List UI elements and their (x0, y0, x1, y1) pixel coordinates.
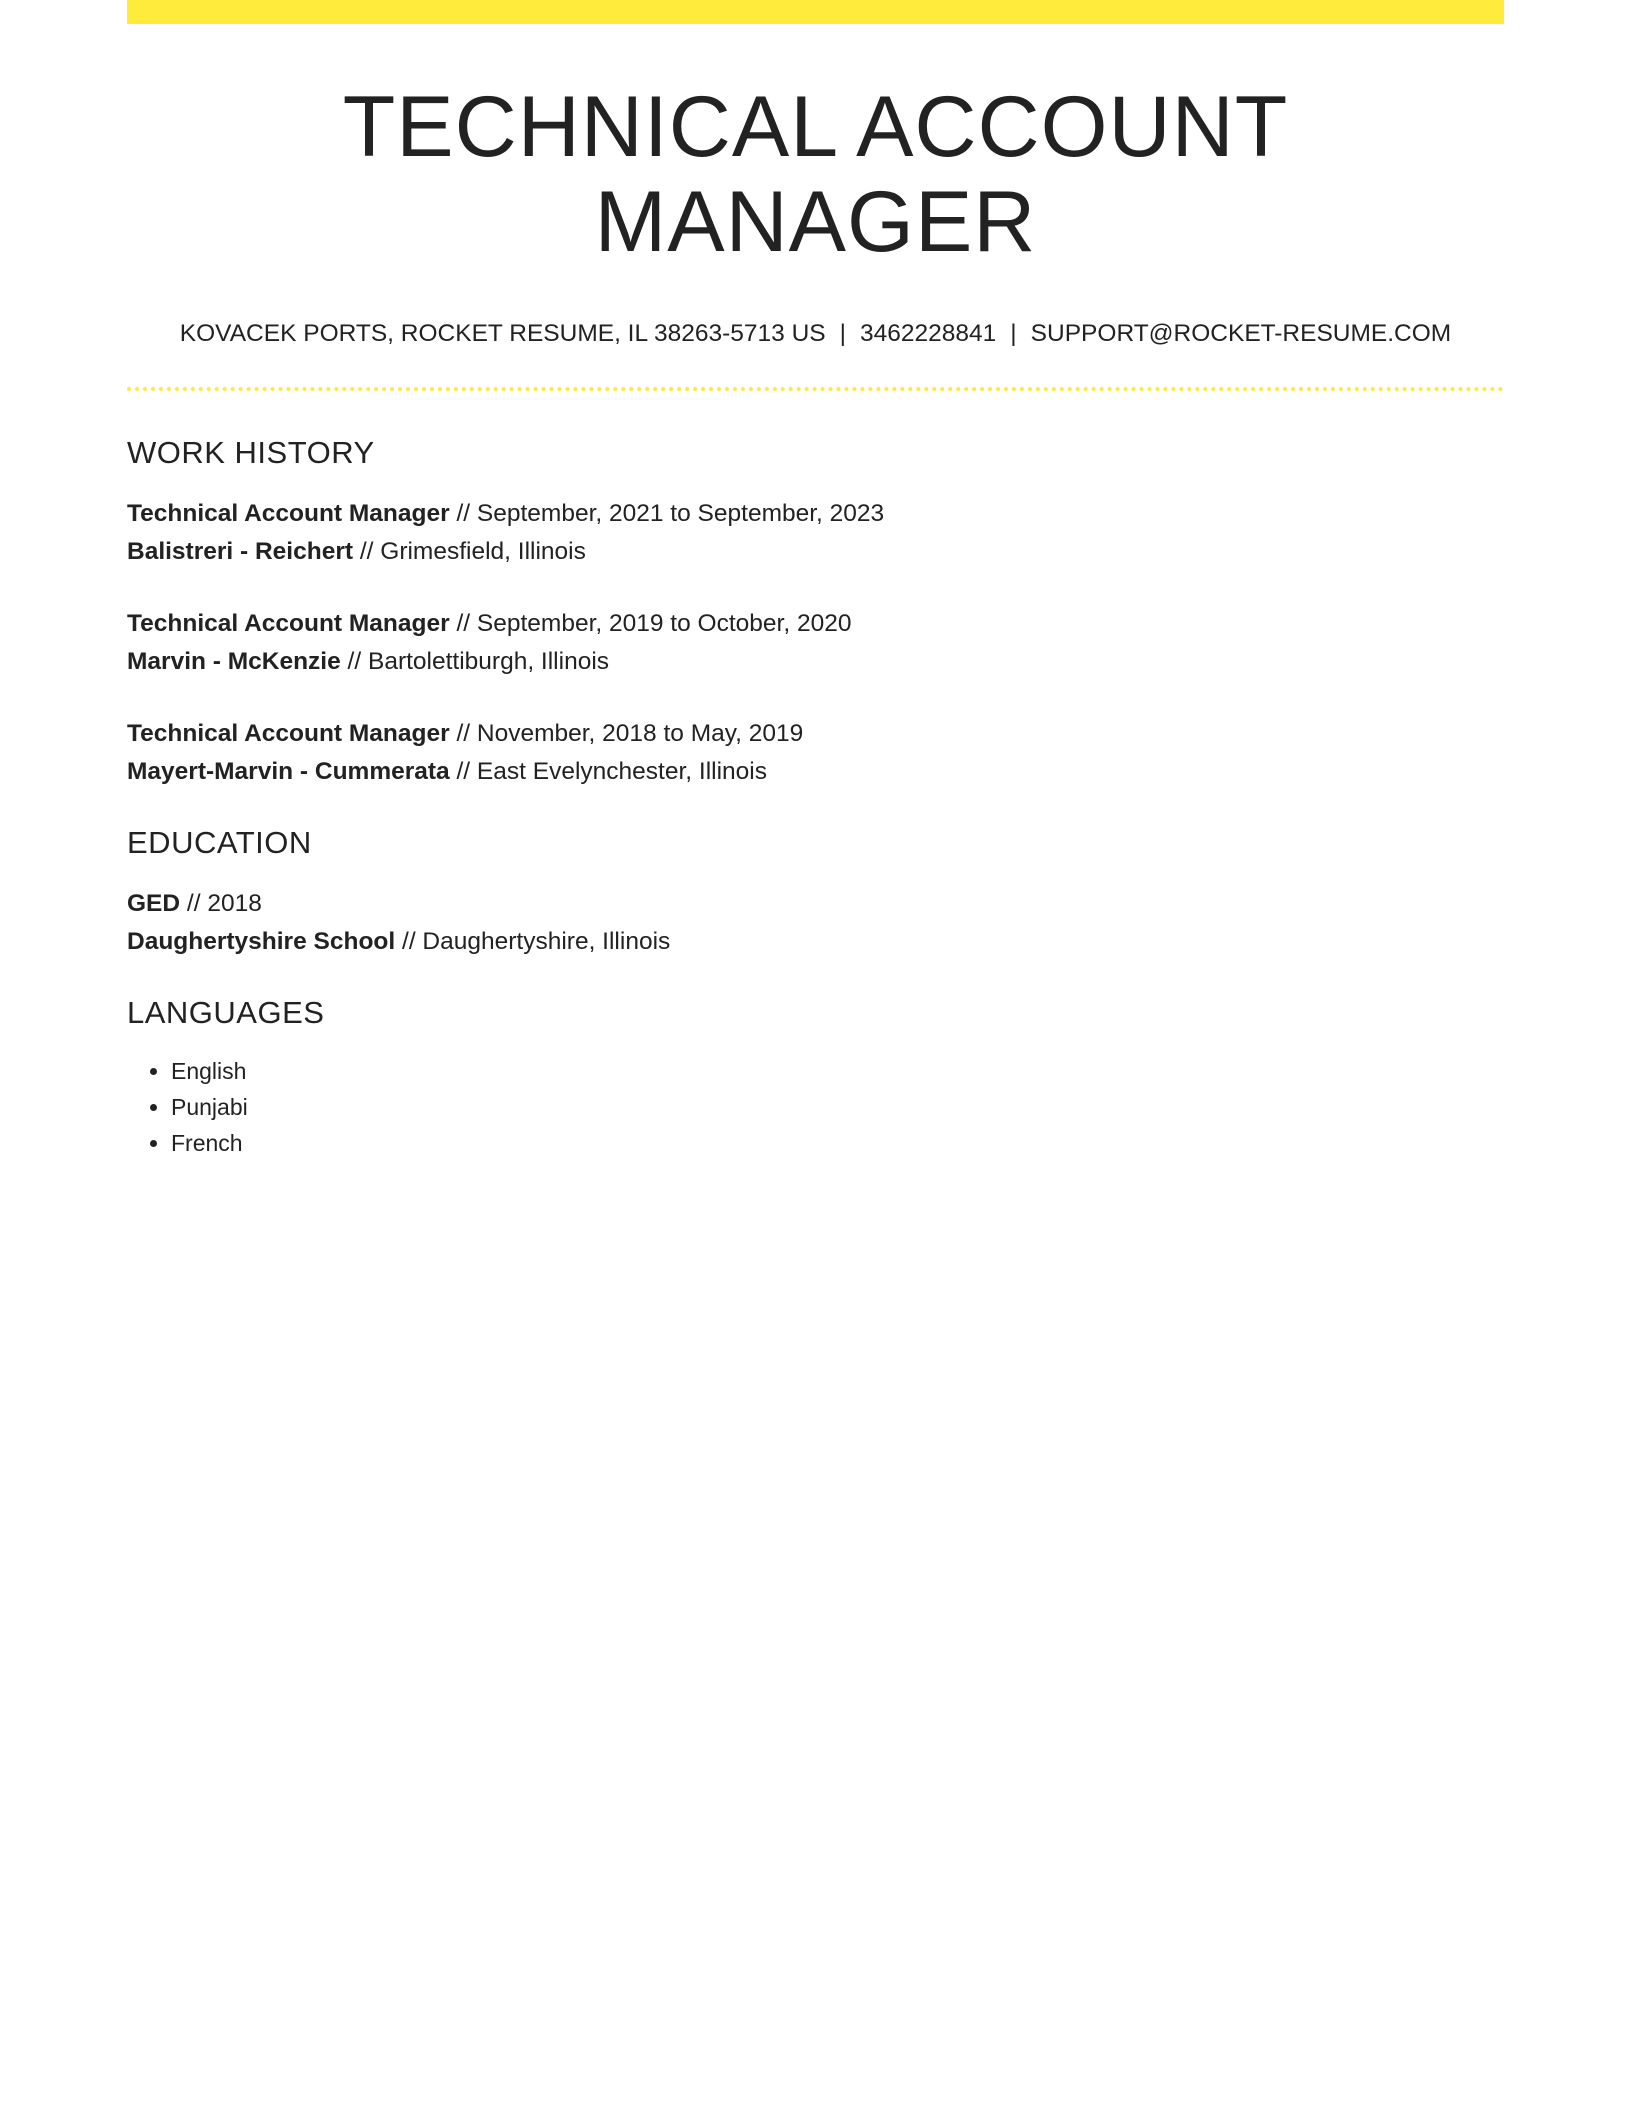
contact-email[interactable]: SUPPORT@ROCKET-RESUME.COM (1030, 320, 1452, 348)
section-title-work-history: WORK HISTORY (127, 434, 375, 470)
job-dates: // September, 2021 to September, 2023 (449, 499, 885, 527)
top-accent-bar (127, 0, 1504, 24)
work-history-list (127, 495, 1504, 791)
contact-phone[interactable]: 3462228841 (860, 320, 997, 348)
job-company: Mayert-Marvin - Cummerata (127, 757, 450, 785)
job-title-line (127, 605, 1504, 643)
job-company-line (127, 753, 1504, 791)
job-title-line (127, 495, 1504, 533)
job-dates: // November, 2018 to May, 2019 (449, 719, 804, 747)
section-title-education: EDUCATION (127, 824, 312, 860)
job-dates: // September, 2019 to October, 2020 (449, 609, 852, 637)
language-item: • French (171, 1125, 1504, 1161)
resume-title: TECHNICAL ACCOUNT MANAGER (342, 79, 1289, 270)
degree-line (127, 885, 1504, 923)
school-line (127, 923, 1504, 961)
school-name: Daughertyshire School (127, 927, 396, 955)
job-entry (127, 495, 1504, 571)
language-item: • Punjabi (171, 1089, 1504, 1125)
job-entry (127, 715, 1504, 791)
degree-year: // 2018 (180, 889, 262, 917)
contact-line (127, 319, 1504, 348)
contact-separator: | (1010, 320, 1017, 348)
education-list (127, 885, 1504, 961)
job-company-line (127, 643, 1504, 681)
contact-separator: | (839, 320, 847, 348)
dotted-divider (127, 387, 1504, 391)
education-entry (127, 885, 1504, 961)
languages-list (127, 1053, 1504, 1161)
job-role: Technical Account Manager (127, 719, 450, 747)
job-location: // Grimesfield, Illinois (353, 537, 586, 565)
job-company-line (127, 533, 1504, 571)
section-title-languages: LANGUAGES (127, 994, 325, 1030)
contact-address: KOVACEK PORTS, ROCKET RESUME, IL 38263-5713 US (179, 320, 826, 348)
job-entry (127, 605, 1504, 681)
job-location: // Bartolettiburgh, Illinois (340, 647, 610, 675)
language-item: • English (171, 1053, 1504, 1089)
job-company: Marvin - McKenzie (127, 647, 341, 675)
job-role: Technical Account Manager (127, 609, 450, 637)
job-location: // East Evelynchester, Illinois (449, 757, 767, 785)
resume-page (127, 0, 1504, 1161)
job-role: Technical Account Manager (127, 499, 450, 527)
school-location: // Daughertyshire, Illinois (395, 927, 671, 955)
degree: GED (127, 889, 181, 917)
job-company: Balistreri - Reichert (127, 537, 354, 565)
job-title-line (127, 715, 1504, 753)
